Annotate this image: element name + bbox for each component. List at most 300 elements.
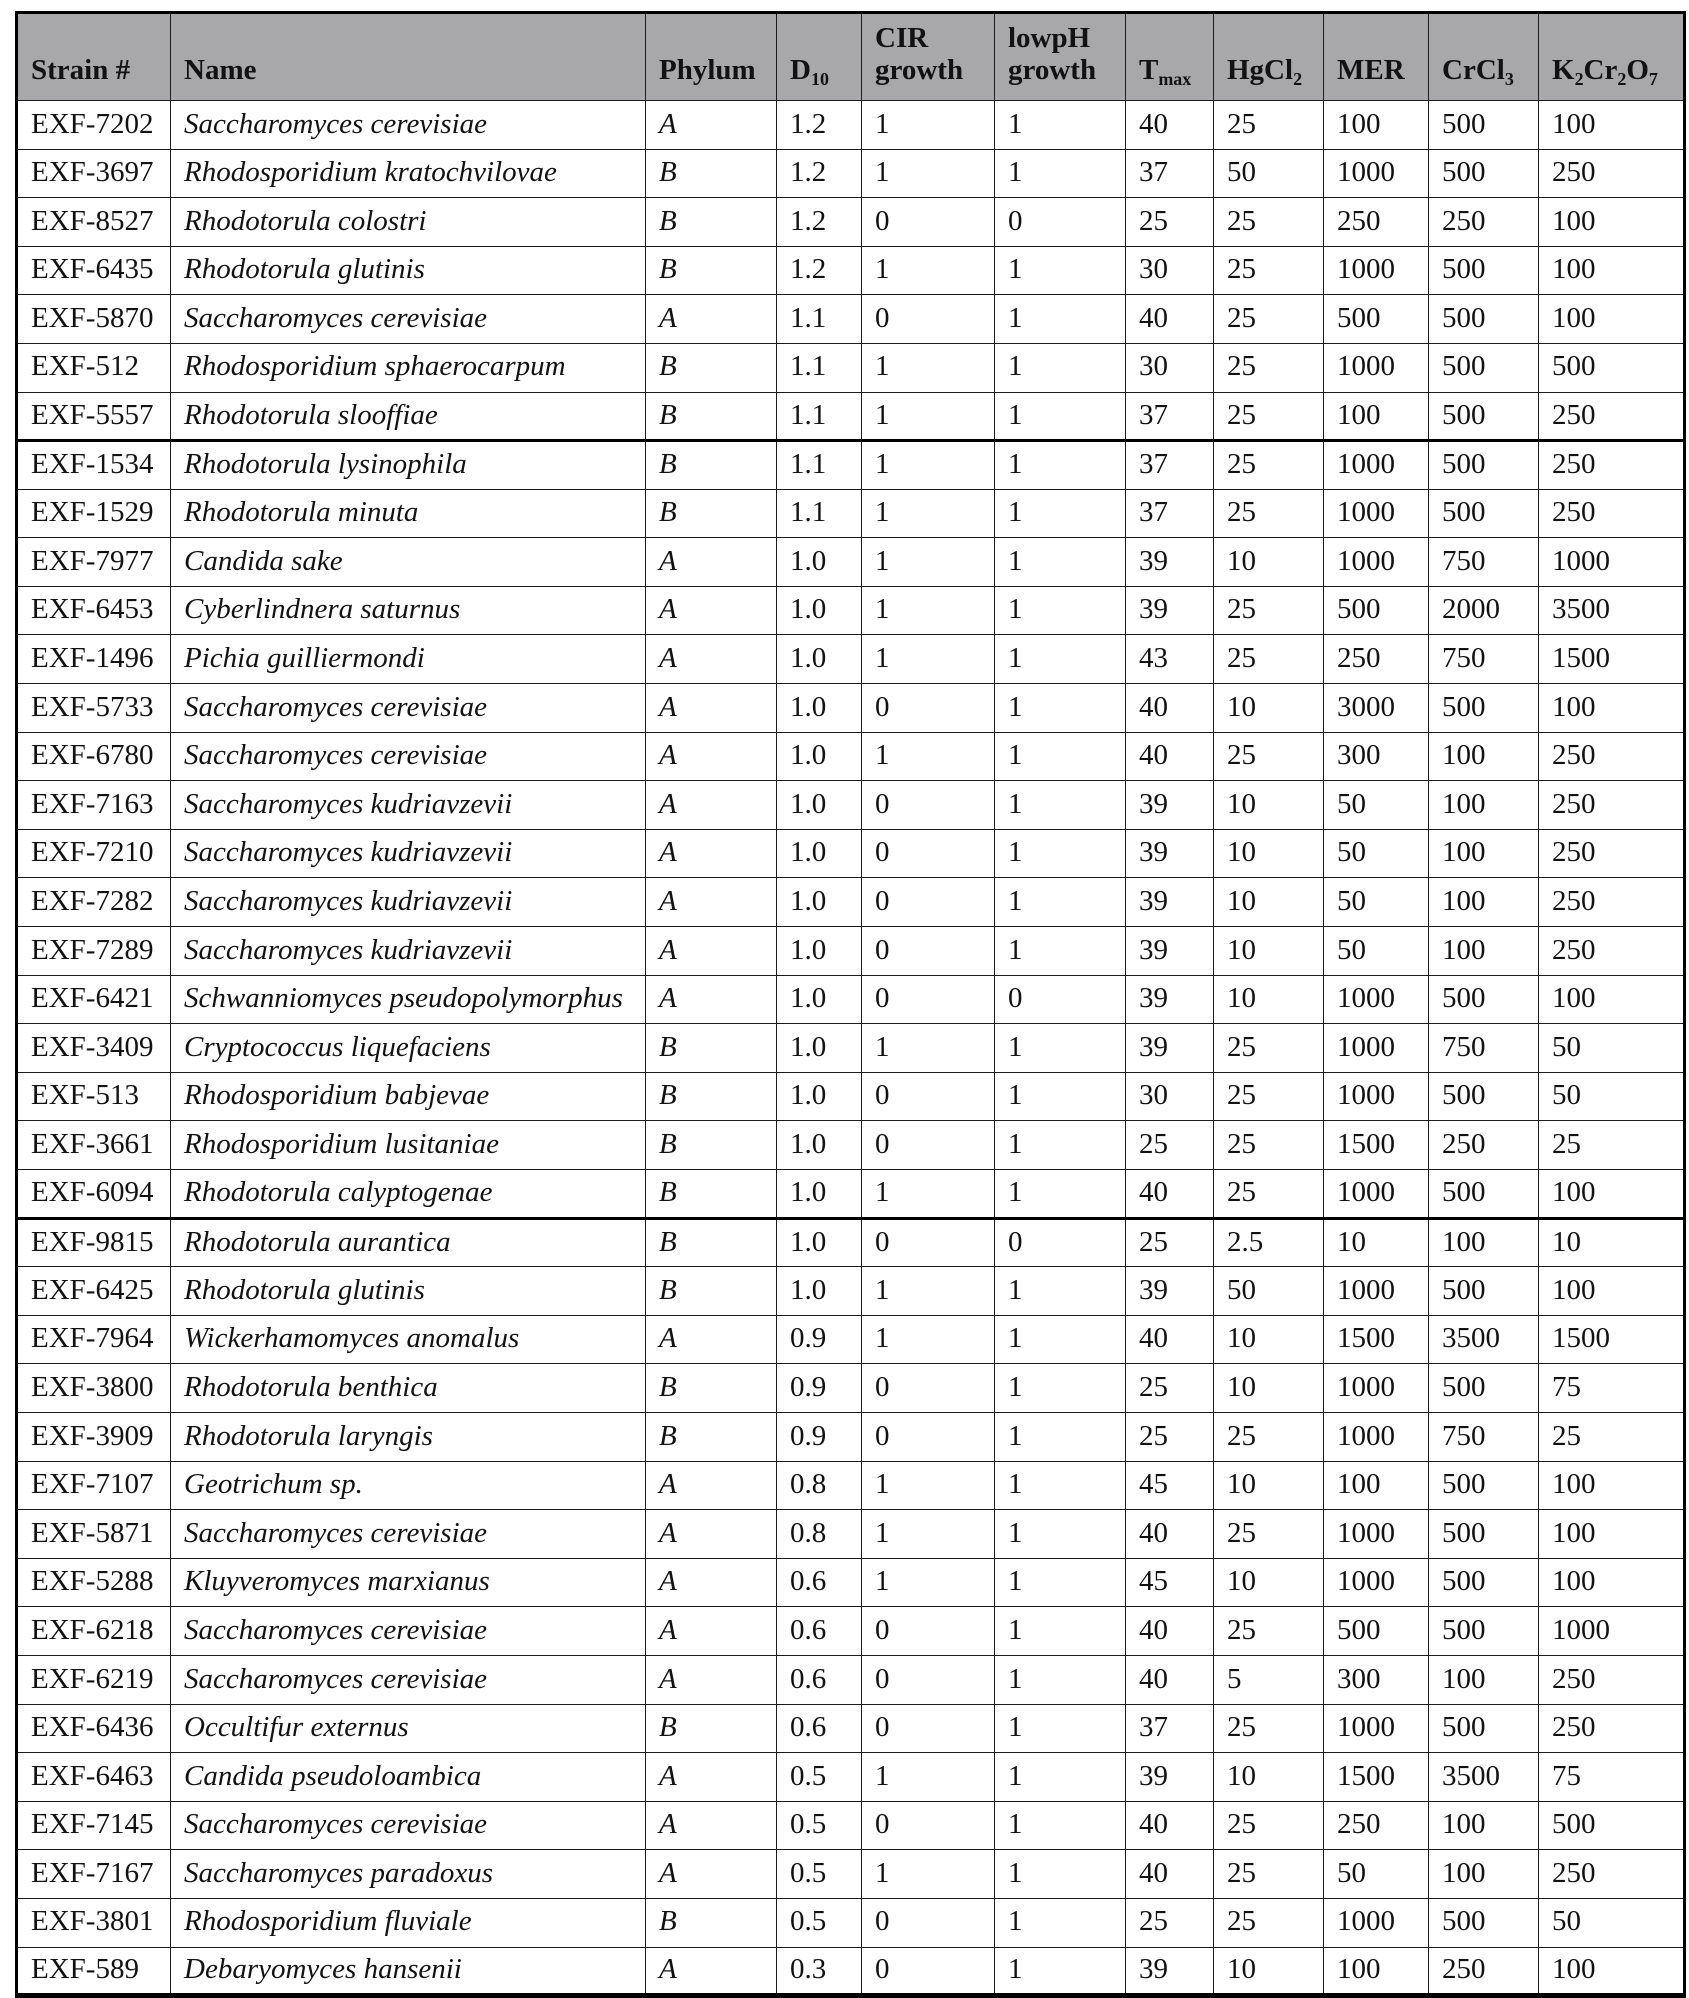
- cell-lowph-growth: 1: [995, 1315, 1126, 1364]
- cell-d10: 1.0: [777, 538, 862, 587]
- cell-k2cr2o7: 250: [1539, 927, 1685, 976]
- cell-mer: 1500: [1324, 1315, 1429, 1364]
- cell-mer: 100: [1324, 1947, 1429, 1996]
- table-row: [17, 392, 1685, 441]
- col-header-tmax: $T_{max}$: [1126, 13, 1214, 101]
- cell-hgcl2: 10: [1214, 781, 1324, 830]
- cell-phylum: A: [646, 635, 777, 684]
- cell-lowph-growth: 1: [995, 635, 1126, 684]
- cell-lowph-growth: 1: [995, 1655, 1126, 1704]
- subscript: 2: [1574, 68, 1584, 89]
- cell-species-name: Pichia guilliermondi: [171, 635, 646, 684]
- cell-species-name: Debaryomyces hansenii: [171, 1947, 646, 1996]
- cell-tmax: 37: [1126, 1704, 1214, 1753]
- cell-mer: 10: [1324, 1218, 1429, 1267]
- cell-lowph-growth: 1: [995, 1801, 1126, 1850]
- cell-species-name: Kluyveromyces marxianus: [171, 1558, 646, 1607]
- cell-mer: 500: [1324, 586, 1429, 635]
- cell-species-name: Rhodotorula calyptogenae: [171, 1170, 646, 1219]
- cell-hgcl2: 25: [1214, 1170, 1324, 1219]
- cell-strain-id: EXF-6094: [17, 1170, 171, 1219]
- cell-k2cr2o7: 100: [1539, 1947, 1685, 1996]
- cell-mer: 250: [1324, 198, 1429, 247]
- table-row: [17, 1218, 1685, 1267]
- cell-cir-growth: 0: [862, 1364, 995, 1413]
- cell-species-name: Rhodotorula slooffiae: [171, 392, 646, 441]
- table-row: [17, 878, 1685, 927]
- cell-strain-id: EXF-6219: [17, 1655, 171, 1704]
- table-row: [17, 1753, 1685, 1802]
- cell-tmax: 39: [1126, 586, 1214, 635]
- cell-phylum: A: [646, 878, 777, 927]
- table-row: [17, 1510, 1685, 1559]
- cell-lowph-growth: 1: [995, 100, 1126, 149]
- col-header-name: Name: [171, 13, 646, 101]
- cell-d10: 0.5: [777, 1753, 862, 1802]
- cell-crcl3: 3500: [1429, 1315, 1539, 1364]
- cell-mer: 1000: [1324, 1024, 1429, 1073]
- cell-strain-id: EXF-6435: [17, 246, 171, 295]
- cell-lowph-growth: 1: [995, 829, 1126, 878]
- cell-strain-id: EXF-5870: [17, 295, 171, 344]
- cell-lowph-growth: 1: [995, 1510, 1126, 1559]
- subscript: max: [1158, 68, 1192, 89]
- cell-phylum: A: [646, 1510, 777, 1559]
- cell-tmax: 30: [1126, 343, 1214, 392]
- cell-cir-growth: 0: [862, 927, 995, 976]
- cell-hgcl2: 25: [1214, 441, 1324, 490]
- cell-mer: 50: [1324, 781, 1429, 830]
- cell-species-name: Rhodotorula minuta: [171, 489, 646, 538]
- table-row: [17, 538, 1685, 587]
- cell-k2cr2o7: 100: [1539, 1461, 1685, 1510]
- cell-crcl3: 500: [1429, 343, 1539, 392]
- cell-crcl3: 100: [1429, 1655, 1539, 1704]
- table-row: [17, 927, 1685, 976]
- cell-phylum: B: [646, 441, 777, 490]
- cell-mer: 1000: [1324, 1412, 1429, 1461]
- table-row: [17, 441, 1685, 490]
- cell-species-name: Saccharomyces cerevisiae: [171, 1801, 646, 1850]
- cell-lowph-growth: 1: [995, 1607, 1126, 1656]
- cell-d10: 1.1: [777, 343, 862, 392]
- cell-mer: 100: [1324, 1461, 1429, 1510]
- cell-d10: 1.0: [777, 1170, 862, 1219]
- cell-hgcl2: 25: [1214, 1072, 1324, 1121]
- cell-mer: 1000: [1324, 1267, 1429, 1316]
- cell-d10: 1.2: [777, 149, 862, 198]
- cell-phylum: B: [646, 1024, 777, 1073]
- cell-d10: 0.6: [777, 1607, 862, 1656]
- cell-species-name: Saccharomyces cerevisiae: [171, 100, 646, 149]
- cell-species-name: Cryptococcus liquefaciens: [171, 1024, 646, 1073]
- cell-d10: 0.5: [777, 1850, 862, 1899]
- cell-species-name: Wickerhamomyces anomalus: [171, 1315, 646, 1364]
- cell-k2cr2o7: 250: [1539, 781, 1685, 830]
- cell-k2cr2o7: 250: [1539, 732, 1685, 781]
- cell-cir-growth: 0: [862, 198, 995, 247]
- cell-hgcl2: 10: [1214, 1558, 1324, 1607]
- cell-cir-growth: 1: [862, 1170, 995, 1219]
- cell-strain-id: EXF-6436: [17, 1704, 171, 1753]
- cell-crcl3: 500: [1429, 1704, 1539, 1753]
- subscript: 7: [1648, 68, 1658, 89]
- cell-phylum: A: [646, 1801, 777, 1850]
- cell-lowph-growth: 1: [995, 781, 1126, 830]
- cell-d10: 1.0: [777, 635, 862, 684]
- cell-species-name: Saccharomyces kudriavzevii: [171, 829, 646, 878]
- table-row: [17, 1947, 1685, 1996]
- cell-crcl3: 100: [1429, 1801, 1539, 1850]
- cell-cir-growth: 1: [862, 1558, 995, 1607]
- cell-d10: 1.0: [777, 1218, 862, 1267]
- cell-tmax: 40: [1126, 1655, 1214, 1704]
- cell-cir-growth: 1: [862, 1850, 995, 1899]
- cell-k2cr2o7: 250: [1539, 149, 1685, 198]
- cell-species-name: Occultifur externus: [171, 1704, 646, 1753]
- cell-k2cr2o7: 50: [1539, 1072, 1685, 1121]
- cell-cir-growth: 0: [862, 684, 995, 733]
- cell-strain-id: EXF-512: [17, 343, 171, 392]
- cell-cir-growth: 0: [862, 1947, 995, 1996]
- cell-species-name: Geotrichum sp.: [171, 1461, 646, 1510]
- cell-tmax: 40: [1126, 1315, 1214, 1364]
- cell-k2cr2o7: 75: [1539, 1753, 1685, 1802]
- table-row: [17, 635, 1685, 684]
- cell-tmax: 39: [1126, 1024, 1214, 1073]
- table-row: [17, 732, 1685, 781]
- cell-hgcl2: 25: [1214, 295, 1324, 344]
- cell-crcl3: 500: [1429, 1364, 1539, 1413]
- cell-d10: 1.1: [777, 489, 862, 538]
- cell-lowph-growth: 1: [995, 441, 1126, 490]
- cell-strain-id: EXF-3409: [17, 1024, 171, 1073]
- cell-hgcl2: 25: [1214, 1704, 1324, 1753]
- cell-mer: 1500: [1324, 1753, 1429, 1802]
- cell-phylum: A: [646, 586, 777, 635]
- cell-species-name: Rhodotorula aurantica: [171, 1218, 646, 1267]
- table-row: [17, 1655, 1685, 1704]
- cell-cir-growth: 0: [862, 1704, 995, 1753]
- cell-tmax: 39: [1126, 927, 1214, 976]
- cell-tmax: 45: [1126, 1461, 1214, 1510]
- cell-tmax: 40: [1126, 1801, 1214, 1850]
- cell-strain-id: EXF-3801: [17, 1898, 171, 1947]
- cell-crcl3: 500: [1429, 441, 1539, 490]
- cell-mer: 250: [1324, 635, 1429, 684]
- cell-crcl3: 500: [1429, 295, 1539, 344]
- col-header-k2cr2o7: $K_2Cr_2O_7$: [1539, 13, 1685, 101]
- cell-crcl3: 500: [1429, 1607, 1539, 1656]
- cell-mer: 250: [1324, 1801, 1429, 1850]
- cell-d10: 0.6: [777, 1655, 862, 1704]
- cell-lowph-growth: 1: [995, 586, 1126, 635]
- cell-tmax: 39: [1126, 1947, 1214, 1996]
- cell-hgcl2: 10: [1214, 538, 1324, 587]
- cell-species-name: Rhodotorula benthica: [171, 1364, 646, 1413]
- cell-crcl3: 750: [1429, 635, 1539, 684]
- cell-cir-growth: 1: [862, 1461, 995, 1510]
- cell-hgcl2: 10: [1214, 1315, 1324, 1364]
- cell-species-name: Rhodotorula glutinis: [171, 246, 646, 295]
- cell-crcl3: 2000: [1429, 586, 1539, 635]
- cell-cir-growth: 0: [862, 1607, 995, 1656]
- cell-lowph-growth: 1: [995, 927, 1126, 976]
- cell-mer: 1000: [1324, 1072, 1429, 1121]
- cell-k2cr2o7: 3500: [1539, 586, 1685, 635]
- cell-k2cr2o7: 500: [1539, 1801, 1685, 1850]
- cell-tmax: 39: [1126, 829, 1214, 878]
- cell-d10: 0.3: [777, 1947, 862, 1996]
- cell-mer: 1000: [1324, 538, 1429, 587]
- cell-strain-id: EXF-7964: [17, 1315, 171, 1364]
- cell-phylum: A: [646, 927, 777, 976]
- cell-d10: 1.0: [777, 1267, 862, 1316]
- cell-crcl3: 500: [1429, 975, 1539, 1024]
- cell-phylum: B: [646, 1704, 777, 1753]
- cell-lowph-growth: 1: [995, 295, 1126, 344]
- cell-species-name: Candida sake: [171, 538, 646, 587]
- cell-strain-id: EXF-6453: [17, 586, 171, 635]
- cell-hgcl2: 10: [1214, 1461, 1324, 1510]
- table-row: [17, 149, 1685, 198]
- cell-species-name: Rhodotorula laryngis: [171, 1412, 646, 1461]
- table-row: [17, 781, 1685, 830]
- cell-phylum: A: [646, 1607, 777, 1656]
- subscript: 2: [1293, 68, 1303, 89]
- cell-cir-growth: 0: [862, 1412, 995, 1461]
- cell-d10: 0.5: [777, 1898, 862, 1947]
- cell-cir-growth: 1: [862, 1753, 995, 1802]
- cell-hgcl2: 25: [1214, 732, 1324, 781]
- cell-hgcl2: 25: [1214, 1412, 1324, 1461]
- cell-hgcl2: 25: [1214, 100, 1324, 149]
- table-row: [17, 1850, 1685, 1899]
- table-row: [17, 1461, 1685, 1510]
- cell-d10: 0.6: [777, 1704, 862, 1753]
- cell-mer: 1000: [1324, 975, 1429, 1024]
- cell-d10: 1.2: [777, 198, 862, 247]
- cell-k2cr2o7: 1500: [1539, 635, 1685, 684]
- table-row: [17, 246, 1685, 295]
- cell-tmax: 45: [1126, 1558, 1214, 1607]
- cell-lowph-growth: 1: [995, 878, 1126, 927]
- cell-cir-growth: 0: [862, 1218, 995, 1267]
- cell-crcl3: 500: [1429, 1170, 1539, 1219]
- cell-hgcl2: 10: [1214, 1364, 1324, 1413]
- cell-k2cr2o7: 100: [1539, 1170, 1685, 1219]
- cell-k2cr2o7: 50: [1539, 1898, 1685, 1947]
- cell-cir-growth: 0: [862, 1898, 995, 1947]
- cell-cir-growth: 1: [862, 441, 995, 490]
- cell-phylum: A: [646, 684, 777, 733]
- cell-crcl3: 500: [1429, 1510, 1539, 1559]
- cell-cir-growth: 1: [862, 343, 995, 392]
- cell-crcl3: 250: [1429, 1121, 1539, 1170]
- cell-cir-growth: 0: [862, 781, 995, 830]
- cell-cir-growth: 1: [862, 732, 995, 781]
- cell-strain-id: EXF-7167: [17, 1850, 171, 1899]
- cell-tmax: 40: [1126, 295, 1214, 344]
- cell-cir-growth: 1: [862, 246, 995, 295]
- cell-species-name: Saccharomyces cerevisiae: [171, 1655, 646, 1704]
- table-row: [17, 100, 1685, 149]
- cell-lowph-growth: 0: [995, 1218, 1126, 1267]
- cell-lowph-growth: 1: [995, 246, 1126, 295]
- col-header-mer: MER: [1324, 13, 1429, 101]
- cell-crcl3: 500: [1429, 1461, 1539, 1510]
- cell-tmax: 40: [1126, 1170, 1214, 1219]
- table-row: [17, 975, 1685, 1024]
- table-row: [17, 1024, 1685, 1073]
- cell-tmax: 30: [1126, 246, 1214, 295]
- cell-species-name: Saccharomyces cerevisiae: [171, 732, 646, 781]
- cell-crcl3: 500: [1429, 246, 1539, 295]
- cell-lowph-growth: 1: [995, 1850, 1126, 1899]
- cell-mer: 500: [1324, 295, 1429, 344]
- cell-lowph-growth: 1: [995, 149, 1126, 198]
- cell-lowph-growth: 1: [995, 343, 1126, 392]
- cell-phylum: B: [646, 489, 777, 538]
- cell-phylum: A: [646, 732, 777, 781]
- cell-phylum: A: [646, 1461, 777, 1510]
- cell-lowph-growth: 1: [995, 1947, 1126, 1996]
- cell-mer: 50: [1324, 878, 1429, 927]
- cell-mer: 300: [1324, 732, 1429, 781]
- cell-k2cr2o7: 250: [1539, 392, 1685, 441]
- cell-cir-growth: 1: [862, 1267, 995, 1316]
- cell-phylum: A: [646, 295, 777, 344]
- cell-mer: 1000: [1324, 1364, 1429, 1413]
- cell-strain-id: EXF-589: [17, 1947, 171, 1996]
- cell-crcl3: 100: [1429, 781, 1539, 830]
- cell-tmax: 40: [1126, 1850, 1214, 1899]
- cell-mer: 100: [1324, 392, 1429, 441]
- table-row: [17, 1267, 1685, 1316]
- cell-k2cr2o7: 250: [1539, 829, 1685, 878]
- cell-phylum: A: [646, 1315, 777, 1364]
- cell-crcl3: 100: [1429, 927, 1539, 976]
- cell-crcl3: 250: [1429, 198, 1539, 247]
- cell-cir-growth: 1: [862, 1510, 995, 1559]
- cell-k2cr2o7: 250: [1539, 1850, 1685, 1899]
- cell-tmax: 25: [1126, 1218, 1214, 1267]
- cell-tmax: 39: [1126, 1753, 1214, 1802]
- cell-strain-id: EXF-7977: [17, 538, 171, 587]
- table-row: [17, 198, 1685, 247]
- cell-k2cr2o7: 250: [1539, 878, 1685, 927]
- cell-strain-id: EXF-1534: [17, 441, 171, 490]
- cell-hgcl2: 25: [1214, 586, 1324, 635]
- col-header-crcl3: CrCl$_3$: [1429, 13, 1539, 101]
- cell-hgcl2: 25: [1214, 635, 1324, 684]
- cell-strain-id: EXF-5557: [17, 392, 171, 441]
- cell-phylum: B: [646, 1412, 777, 1461]
- header-row: [17, 13, 1685, 101]
- cell-phylum: A: [646, 1558, 777, 1607]
- cell-cir-growth: 0: [862, 975, 995, 1024]
- cell-mer: 500: [1324, 1607, 1429, 1656]
- cell-species-name: Saccharomyces kudriavzevii: [171, 927, 646, 976]
- cell-d10: 1.1: [777, 295, 862, 344]
- cell-tmax: 39: [1126, 781, 1214, 830]
- cell-hgcl2: 25: [1214, 1121, 1324, 1170]
- cell-cir-growth: 1: [862, 635, 995, 684]
- cell-tmax: 25: [1126, 1121, 1214, 1170]
- cell-k2cr2o7: 250: [1539, 441, 1685, 490]
- table-row: [17, 1704, 1685, 1753]
- cell-phylum: A: [646, 538, 777, 587]
- cell-strain-id: EXF-5288: [17, 1558, 171, 1607]
- cell-d10: 1.0: [777, 586, 862, 635]
- cell-strain-id: EXF-513: [17, 1072, 171, 1121]
- cell-lowph-growth: 1: [995, 1267, 1126, 1316]
- cell-crcl3: 500: [1429, 1267, 1539, 1316]
- cell-cir-growth: 1: [862, 586, 995, 635]
- cell-k2cr2o7: 1000: [1539, 538, 1685, 587]
- cell-hgcl2: 25: [1214, 392, 1324, 441]
- cell-species-name: Cyberlindnera saturnus: [171, 586, 646, 635]
- cell-mer: 3000: [1324, 684, 1429, 733]
- cell-d10: 0.9: [777, 1412, 862, 1461]
- cell-species-name: Schwanniomyces pseudopolymorphus: [171, 975, 646, 1024]
- cell-crcl3: 500: [1429, 392, 1539, 441]
- cell-crcl3: 750: [1429, 538, 1539, 587]
- cell-tmax: 37: [1126, 489, 1214, 538]
- cell-hgcl2: 50: [1214, 149, 1324, 198]
- cell-phylum: A: [646, 781, 777, 830]
- cell-d10: 0.8: [777, 1510, 862, 1559]
- cell-k2cr2o7: 250: [1539, 489, 1685, 538]
- cell-phylum: A: [646, 1655, 777, 1704]
- cell-k2cr2o7: 100: [1539, 1267, 1685, 1316]
- cell-k2cr2o7: 100: [1539, 198, 1685, 247]
- cell-cir-growth: 1: [862, 100, 995, 149]
- cell-k2cr2o7: 50: [1539, 1024, 1685, 1073]
- cell-species-name: Saccharomyces kudriavzevii: [171, 781, 646, 830]
- cell-d10: 0.5: [777, 1801, 862, 1850]
- col-header-cir-growth: CIR growth: [862, 13, 995, 101]
- cell-lowph-growth: 0: [995, 975, 1126, 1024]
- cell-hgcl2: 10: [1214, 927, 1324, 976]
- cell-d10: 1.0: [777, 975, 862, 1024]
- cell-strain-id: EXF-6463: [17, 1753, 171, 1802]
- cell-mer: 1000: [1324, 1170, 1429, 1219]
- cell-hgcl2: 25: [1214, 343, 1324, 392]
- cell-strain-id: EXF-3800: [17, 1364, 171, 1413]
- cell-strain-id: EXF-9815: [17, 1218, 171, 1267]
- cell-hgcl2: 25: [1214, 1510, 1324, 1559]
- table-body: [17, 100, 1685, 1995]
- cell-d10: 1.0: [777, 684, 862, 733]
- cell-k2cr2o7: 100: [1539, 1558, 1685, 1607]
- table-row: [17, 1121, 1685, 1170]
- cell-tmax: 39: [1126, 538, 1214, 587]
- cell-species-name: Saccharomyces paradoxus: [171, 1850, 646, 1899]
- table-row: [17, 1898, 1685, 1947]
- cell-tmax: 25: [1126, 1898, 1214, 1947]
- subscript: 2: [1617, 68, 1627, 89]
- cell-hgcl2: 10: [1214, 878, 1324, 927]
- cell-species-name: Rhodosporidium kratochvilovae: [171, 149, 646, 198]
- cell-species-name: Rhodosporidium sphaerocarpum: [171, 343, 646, 392]
- cell-d10: 1.1: [777, 441, 862, 490]
- cell-species-name: Rhodosporidium babjevae: [171, 1072, 646, 1121]
- cell-phylum: B: [646, 246, 777, 295]
- cell-tmax: 37: [1126, 149, 1214, 198]
- cell-strain-id: EXF-7163: [17, 781, 171, 830]
- cell-tmax: 40: [1126, 732, 1214, 781]
